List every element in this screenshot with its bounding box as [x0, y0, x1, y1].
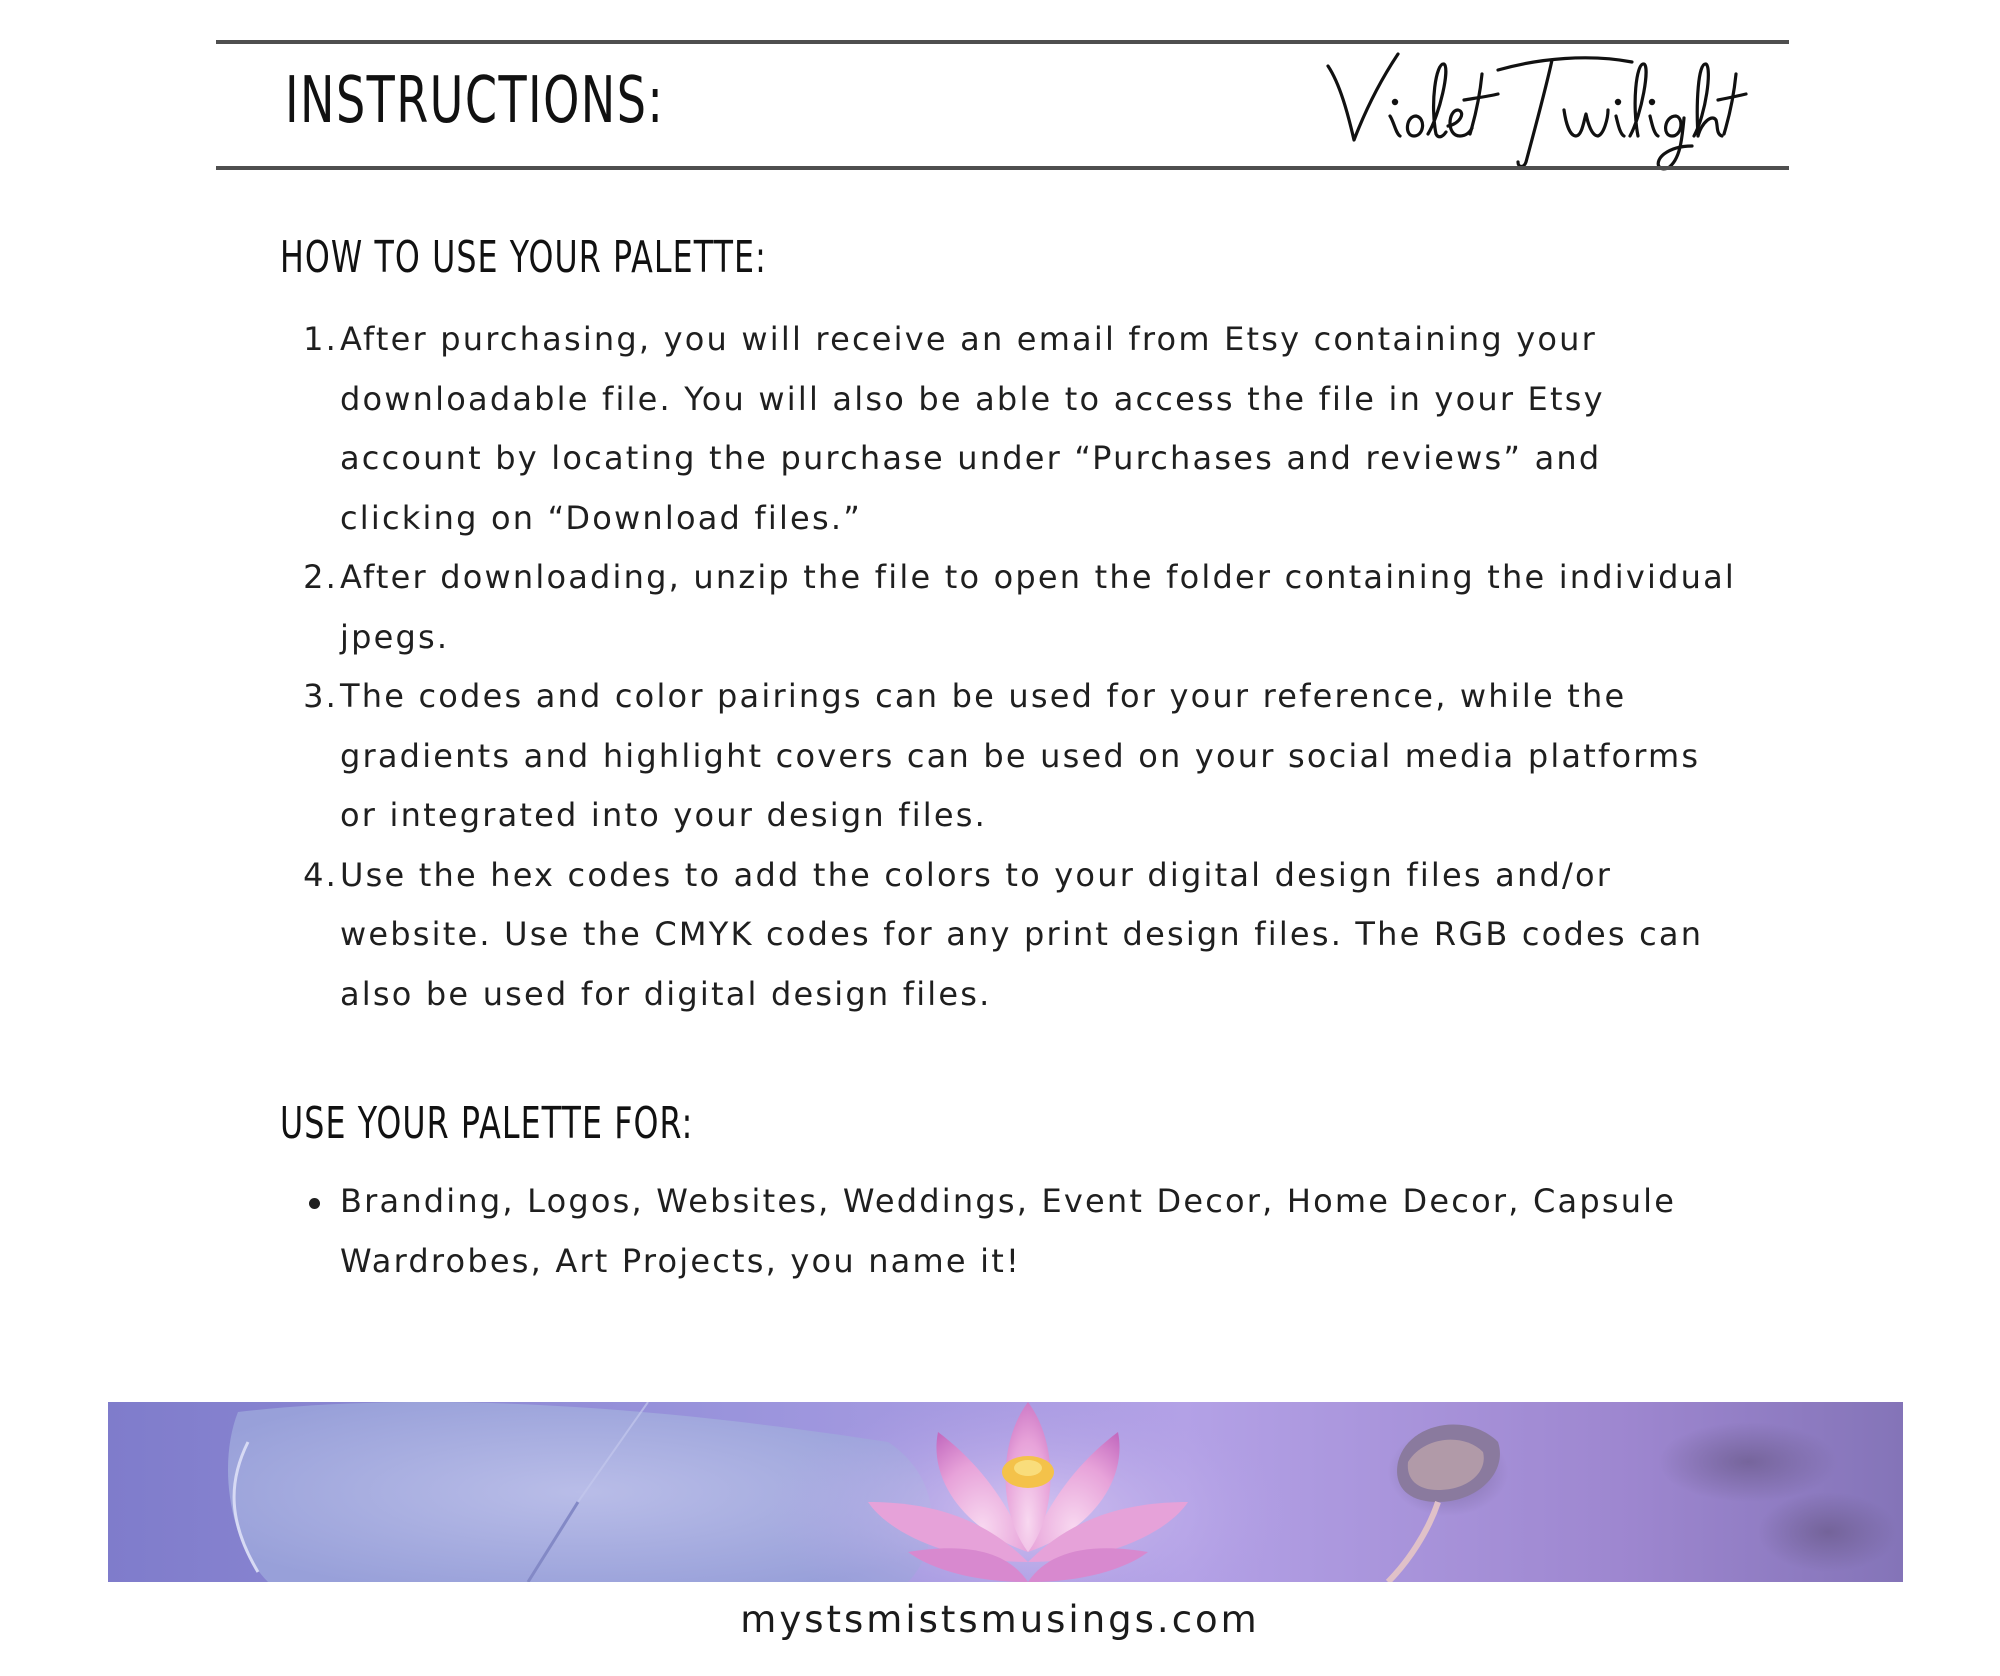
footer-website-url[interactable]: mystsmistsmusings.com: [740, 1598, 1260, 1641]
header-bottom-rule: [216, 166, 1789, 170]
step-number: 4.: [303, 855, 338, 894]
step-text: After downloading, unzip the file to open the folder containing the individual jpegs.: [340, 558, 1737, 656]
step-number: 3.: [303, 677, 338, 715]
water-lily-photo: [108, 1402, 1903, 1582]
instruction-steps-list: [280, 310, 1740, 1024]
how-to-heading: HOW TO USE YOUR PALETTE:: [280, 232, 767, 283]
use-case-text: Branding, Logos, Websites, Weddings, Event Decor, Home Decor, Capsule Wardrobes, Art Projects, you name it!: [340, 1182, 1677, 1280]
instruction-step: [280, 667, 1740, 846]
instruction-step: [280, 310, 1740, 548]
use-case-item: [280, 1172, 1740, 1291]
brand-script-logo: [1320, 44, 1750, 174]
step-text: After purchasing, you will receive an email from Etsy containing your downloadable file. You will also be able to access the file in your Etsy account by locating the purchase under “Purchases and reviews” and clicking on “Download files.”: [340, 320, 1605, 537]
water-lily-banner: [108, 1402, 1903, 1582]
step-number: 2.: [303, 558, 338, 596]
step-text: The codes and color pairings can be used for your reference, while the gradients and highlight covers can be used on your social media platforms or integrated into your design files.: [340, 677, 1701, 834]
step-number: 1.: [303, 320, 338, 358]
step-text: Use the hex codes to add the colors to your digital design files and/or website. Use the CMYK codes for any print design files. The RGB codes can also be used for digital design files.: [340, 855, 1704, 1013]
instruction-step: [280, 548, 1740, 667]
use-cases-list: [280, 1172, 1740, 1291]
instruction-step: [280, 846, 1740, 1025]
bullet-icon: [309, 1198, 320, 1209]
use-for-heading: USE YOUR PALETTE FOR:: [280, 1098, 694, 1149]
page-title: INSTRUCTIONS:: [285, 64, 665, 138]
